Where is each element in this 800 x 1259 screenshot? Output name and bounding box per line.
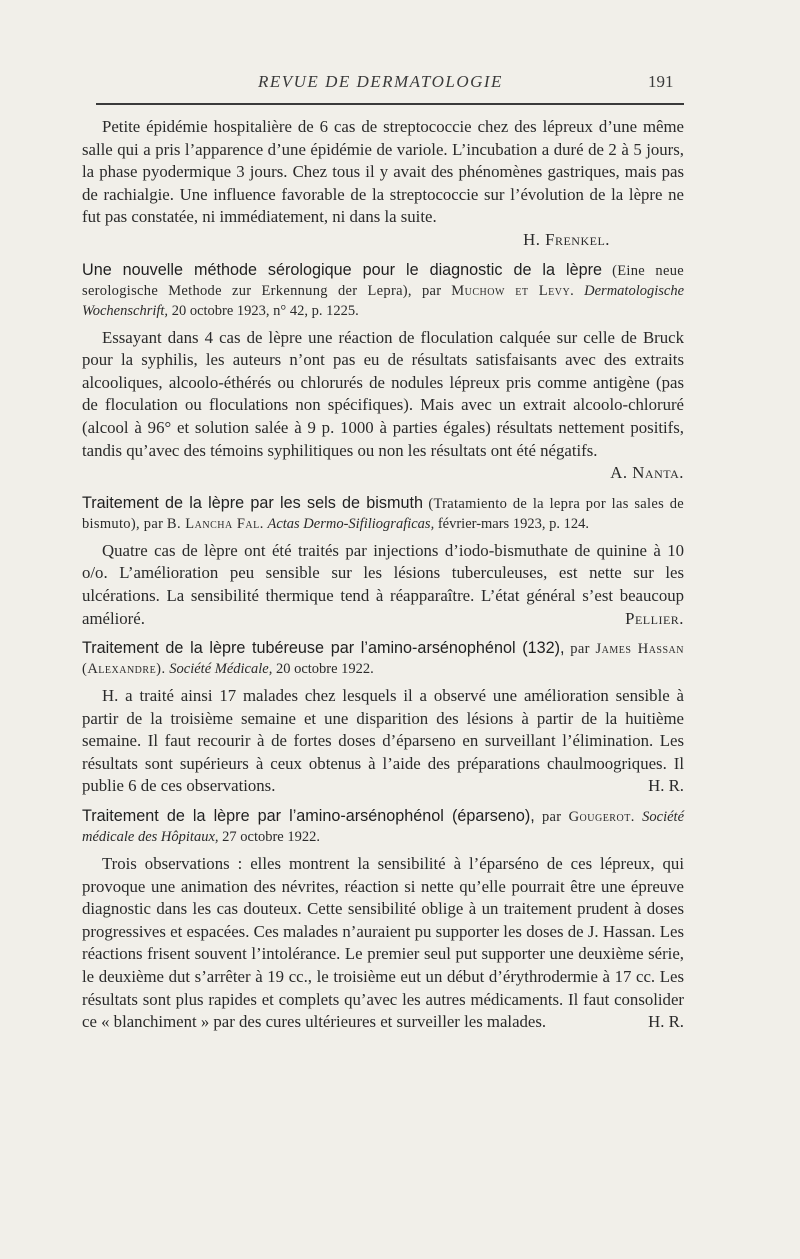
entry-4-signature: H. R. <box>648 1012 684 1032</box>
entry-4-heading <box>82 806 684 847</box>
entry-3-source: par <box>570 641 590 658</box>
entry-1-signature: A. Nanta. <box>610 463 684 483</box>
entry-3-authors: James Hassan (Alexandre). <box>82 641 684 678</box>
entry-3 <box>82 638 684 798</box>
entry-1-title: Une nouvelle méthode sérologique pour le diagnostic de la lèpre <box>82 260 602 279</box>
entry-3-signature: H. R. <box>648 776 684 796</box>
entry-2-signature: Pellier. <box>625 608 684 628</box>
entry-3-body-text: H. a traité ainsi 17 malades chez lesquels il a observé une amélioration sensible à partir de la troisième semaine et une disparition des lésions à partir de la huitième semaine. Il faut recourir à de fortes doses d’éparseno en surveillant l’élimination. Les résultats sont supérieurs à ceux obtenus à l’aide des préparations chaulmoogriques. Il publie 6 de ces observations. <box>82 686 684 796</box>
entry-4-body-text: Trois observations : elles montrent la sensibilité à l’éparséno de ces lépreux, qui provoque une animation des névrites, réaction si nette qu’elle pourrait être une épreuve diagnostic dans les cas douteux. Cette sensibilité oblige à un traitement prudent à doses progressives et espacées. Ces malades n’auraient pu supporter les doses de J. Hassan. Les réactions frisent souvent l’intolérance. Le premier seul put supporter une deuxième série, le deuxième dut s’arrêter à 19 cc., le troisième eut un début d’érythrodermie à 17 cc. Les résultats sont plus rapides et complets qu’avec les autres médicaments. Il faut consolider ce « blanchiment » par des cures ultérieures et surveiller les malades. <box>82 854 684 1032</box>
entry-4 <box>82 806 684 1034</box>
entry-1-journal: Dermatologische Wochenschrift, <box>82 282 685 319</box>
page-number: 191 <box>648 72 674 91</box>
intro-signature: H. Frenkel. <box>523 229 610 249</box>
entry-4-title: Traitement de la lèpre par l’amino-arsénophénol (éparseno), <box>82 807 535 826</box>
header-rule <box>96 103 684 105</box>
entry-2-authors: B. Lancha Fal. <box>166 515 264 532</box>
entry-1-authors: Muchow et Levy. <box>451 282 575 299</box>
entry-4-details: 27 octobre 1922. <box>222 829 320 846</box>
entry-2-journal: Actas Dermo-Sifiliograficas, <box>267 515 435 532</box>
entry-2-heading <box>82 493 684 534</box>
intro-section <box>82 116 684 252</box>
entry-2 <box>82 493 684 630</box>
entry-4-authors: Gougerot. <box>568 809 635 826</box>
entry-4-body <box>82 853 684 1034</box>
entry-2-details: février-mars 1923, p. 124. <box>437 515 589 532</box>
entry-2-body-text: Quatre cas de lèpre ont été traités par injections d’iodo-bismuthate de quinine à 10 o/o. L’amélioration peu sensible sur les lésions tuberculeuses, est nette sur les ulcérations. La sensibilité thermique tend à réapparaître. L’état général s’est beaucoup amélioré. <box>82 540 684 628</box>
entry-4-journal: Société médicale des Hôpitaux, <box>82 809 685 846</box>
entry-2-body <box>82 540 684 630</box>
entry-3-body <box>82 685 684 798</box>
entry-2-title: Traitement de la lèpre par les sels de bismuth <box>82 493 423 512</box>
running-header-title: REVUE DE DERMATOLOGIE <box>258 72 503 91</box>
entry-1-source: (Eine neue serologische Methode zur Erkennung der Lepra), par <box>82 262 684 299</box>
page-content <box>82 116 684 1036</box>
entry-3-journal: Société Médicale, <box>169 661 273 678</box>
entry-2-source: (Tratamiento de la lepra por las sales de bismuto), par <box>82 495 685 532</box>
entry-1-heading <box>82 260 684 321</box>
entry-1-body-text: Essayant dans 4 cas de lèpre une réaction de floculation calquée sur celle de Bruck pour la syphilis, les auteurs n’ont pas eu de résultats satisfaisants avec des extraits alcooliques, alcoolo-éthérés ou chlorurés de nodules lépreux pris comme antigène (pas de floculation ou floculations non spécifiques). Mais avec un extrait alcoolo-chloruré (alcool à 96° et solution salée à 9 p. 1000 à parties égales) résultats nettement positifs, tandis qu’avec des témoins syphilitiques ou non les résultats ont été négatifs. <box>82 327 684 460</box>
entry-3-heading <box>82 638 684 679</box>
entry-1-body <box>82 327 684 485</box>
entry-3-details: 20 octobre 1922. <box>275 661 374 678</box>
entry-3-title: Traitement de la lèpre tubéreuse par l’amino-arsénophénol (132), <box>82 639 565 658</box>
entry-1 <box>82 260 684 485</box>
entry-1-details: 20 octobre 1923, n° 42, p. 1225. <box>171 302 359 319</box>
entry-4-source: par <box>541 809 562 826</box>
intro-paragraph: Petite épidémie hospitalière de 6 cas de streptococcie chez des lépreux d’une même salle qui a pris l’apparence d’une épidémie de variole. L’incubation a duré de 2 à 5 jours, la phase pyodermique 3 jours. Chez tous il y avait des phénomènes gastriques, mais pas de rachialgie. Une influence favorable de la streptococcie sur l’évolution de la lèpre ne fut pas constatée, ni immédiatement, ni dans la suite. <box>82 117 684 227</box>
